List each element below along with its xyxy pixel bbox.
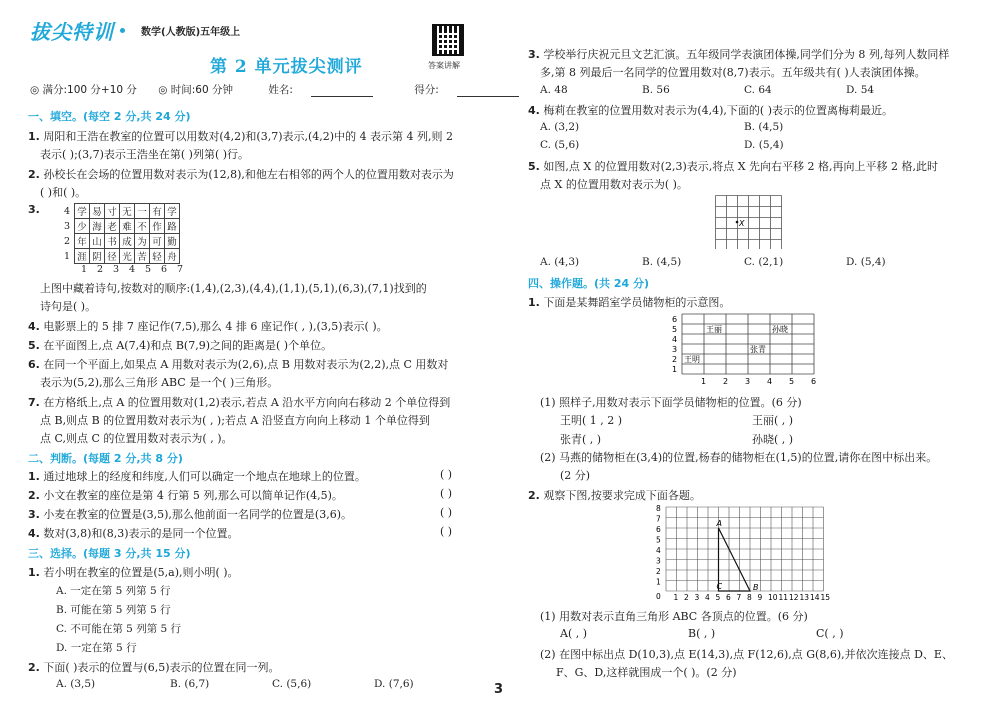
poem-cell: 阴 <box>90 249 105 264</box>
poem-row-label: 3 <box>60 219 75 234</box>
choice-1-c[interactable]: C. 不可能在第 5 列第 5 行 <box>56 623 182 635</box>
operate-2-2-line2: F、G、D,这样就围成一个( )。(2 分) <box>556 666 737 679</box>
answer-c[interactable]: C( , ) <box>816 627 844 640</box>
locker-y-label: 4 <box>672 335 678 344</box>
grid-x-label: 15 <box>820 593 831 602</box>
locker-name: 张青 <box>750 345 766 354</box>
poem-table <box>60 203 180 264</box>
grid-x-label: 12 <box>789 593 799 602</box>
answer-a[interactable]: A( , ) <box>560 627 588 640</box>
poem-cell: 学 <box>75 204 90 219</box>
grid-x-label: 9 <box>757 593 763 602</box>
poem-col-label: 4 <box>128 264 136 275</box>
operate-2: 2. 观察下图,按要求完成下面各题。 <box>528 489 701 502</box>
answer-zhangqing[interactable]: 张青( , ) <box>560 433 602 446</box>
locker-y-label: 6 <box>672 315 678 324</box>
choice-1-d[interactable]: D. 一定在第 5 行 <box>56 642 137 654</box>
locker-diagram <box>666 310 816 388</box>
score-field[interactable] <box>457 85 519 97</box>
grid-y-label: 3 <box>656 556 661 566</box>
grid-x-label: 6 <box>726 593 731 602</box>
name-label: 姓名: <box>268 84 293 96</box>
triangle-vertex-label: C <box>716 582 723 591</box>
grid-x-label: 13 <box>799 593 810 602</box>
answer-wangli[interactable]: 王丽( , ) <box>752 414 794 427</box>
triangle-vertex-label: B <box>753 583 759 592</box>
locker-x-label: 5 <box>789 377 795 386</box>
grid-x-label: 11 <box>778 593 789 602</box>
choice-5-c[interactable]: C. (2,1) <box>744 256 784 268</box>
q7-line1: 7. 在方格纸上,点 A 的位置用数对(1,2)表示,若点 A 沿水平方向向右移动 2 个单位得到 <box>28 396 451 409</box>
grid-x-label: 10 <box>768 593 778 602</box>
locker-x-label: 1 <box>701 377 707 386</box>
locker-name: 王明 <box>684 355 700 364</box>
section-judge: 二、判断。(每题 2 分,共 8 分) <box>28 452 183 465</box>
q2-line1: 2. 孙校长在会场的位置用数对表示为(12,8),和他左右相邻的两个人的位置用数对表示为 <box>28 168 454 181</box>
poem-grid <box>60 203 188 275</box>
choice-5-b[interactable]: B. (4,5) <box>642 256 682 268</box>
score-label: 得分: <box>414 84 439 96</box>
choice-4-a[interactable]: A. (3,2) <box>540 121 580 133</box>
choice-2-c[interactable]: C. (5,6) <box>272 678 312 690</box>
poem-cell: 成 <box>120 234 135 249</box>
poem-cell: 轻 <box>150 249 165 264</box>
grid-x-label: 3 <box>694 593 700 602</box>
grid-x-label: 14 <box>810 593 820 602</box>
judge-3: 3. 小麦在教室的位置是(3,5),那么他前面一名同学的位置是(3,6)。 <box>28 508 352 521</box>
poem-col-label: 3 <box>112 264 120 275</box>
poem-cell: 光 <box>120 249 135 264</box>
poem-row <box>60 234 180 249</box>
poem-cell: 寸 <box>105 204 120 219</box>
answer-wangming[interactable]: 王明( 1 , 2 ) <box>560 414 623 427</box>
poem-cell: 少 <box>75 219 90 234</box>
choice-1-b[interactable]: B. 可能在第 5 列第 5 行 <box>56 604 171 616</box>
brand-title: 拔尖特训 <box>30 20 114 44</box>
q1-line2: 表示( );(3,7)表示王浩坐在第( )列第( )行。 <box>40 148 250 161</box>
poem-cell: 山 <box>90 234 105 249</box>
meta-row <box>30 82 537 97</box>
full-marks: ◎ 满分:100 分+10 分 <box>30 84 137 96</box>
poem-cell: 可 <box>150 234 165 249</box>
poem-row-label: 2 <box>60 234 75 249</box>
choice-2-a[interactable]: A. (3,5) <box>56 678 96 690</box>
locker-name: 孙晓 <box>772 325 788 334</box>
operate-2-2-line1: (2) 在图中标出点 D(10,3),点 E(14,3),点 F(12,6),点 G(8,6),并依次连接点 D、E、 <box>540 648 953 661</box>
judge-2: 2. 小文在教室的座位是第 4 行第 5 列,那么可以简单记作(4,5)。 <box>28 489 343 502</box>
grid-y-label: 8 <box>656 504 661 513</box>
page-number: 3 <box>494 682 504 697</box>
choice-4-c[interactable]: C. (5,6) <box>540 139 580 151</box>
locker-y-label: 3 <box>672 345 678 354</box>
section-choice: 三、选择。(每题 3 分,共 15 分) <box>28 547 191 560</box>
choice-4-b[interactable]: B. (4,5) <box>744 121 784 133</box>
grid-y-label: 2 <box>656 567 661 576</box>
judge-4-answer[interactable]: ( ) <box>440 525 453 538</box>
poem-cell: 为 <box>135 234 150 249</box>
locker-x-label: 2 <box>723 377 729 386</box>
grid-y-label: 1 <box>656 577 661 587</box>
poem-cell: 舟 <box>165 249 180 264</box>
q3-line1: 上图中藏着诗句,按数对的顺序:(1,4),(2,3),(4,4),(1,1),(5,1),(6,3),(7,1)找到的 <box>40 282 427 295</box>
grid-origin-label: 0 <box>656 592 661 601</box>
poem-cell: 海 <box>90 219 105 234</box>
poem-cell: 径 <box>105 249 120 264</box>
point-x-label: X <box>739 219 745 228</box>
choice-5-d[interactable]: D. (5,4) <box>846 256 886 268</box>
poem-cell: 路 <box>165 219 180 234</box>
poem-cell: 不 <box>135 219 150 234</box>
operate-1-1: (1) 照样子,用数对表示下面学员储物柜的位置。(6 分) <box>540 396 802 409</box>
locker-x-label: 6 <box>811 377 816 386</box>
locker-y-label: 2 <box>672 355 678 364</box>
q3-line2: 诗句是( )。 <box>40 300 97 313</box>
choice-2: 2. 下面( )表示的位置与(6,5)表示的位置在同一列。 <box>28 661 280 674</box>
poem-row-label: 4 <box>60 204 75 219</box>
q6-line1: 6. 在同一个平面上,如果点 A 用数对表示为(2,6),点 B 用数对表示为(2,2),点 C 用数对 <box>28 358 449 371</box>
grid-x-label: 4 <box>705 593 710 602</box>
judge-1: 1. 通过地球上的经度和纬度,人们可以确定一个地点在地球上的位置。 <box>28 470 366 483</box>
qr-code-icon[interactable] <box>432 24 464 56</box>
locker-x-label: 4 <box>767 377 773 386</box>
locker-x-label: 3 <box>745 377 751 386</box>
qr-label: 答案讲解 <box>428 61 460 70</box>
grid-x-label: 2 <box>684 593 689 602</box>
judge-2-answer[interactable]: ( ) <box>440 487 453 500</box>
answer-b[interactable]: B( , ) <box>688 627 716 640</box>
q6-line2: 表示为(5,2),那么三角形 ABC 是一个( )三角形。 <box>40 376 279 389</box>
choice-1-a[interactable]: A. 一定在第 5 列第 5 行 <box>56 585 171 597</box>
choice-5-a[interactable]: A. (4,3) <box>540 256 580 268</box>
choice-4: 4. 梅莉在教室的位置用数对表示为(4,4),下面的( )表示的位置离梅莉最近。 <box>528 104 893 117</box>
poem-col-label: 1 <box>80 264 88 275</box>
poem-cell: 学 <box>165 204 180 219</box>
poem-cell: 难 <box>120 219 135 234</box>
grid-x-label: 7 <box>736 593 742 602</box>
choice-3-line2: 多,第 8 列最后一名同学的位置用数对(8,7)表示。五年级共有( )人表演团体操。 <box>540 66 926 79</box>
section-operate: 四、操作题。(共 24 分) <box>528 277 650 290</box>
poem-cell: 易 <box>90 204 105 219</box>
grid-y-label: 7 <box>656 514 661 524</box>
triangle-vertex-label: A <box>716 519 722 528</box>
poem-cell: 老 <box>105 219 120 234</box>
grid-y-label: 5 <box>656 535 661 545</box>
poem-cell: 年 <box>75 234 90 249</box>
poem-cell: 无 <box>120 204 135 219</box>
poem-cell: 有 <box>150 204 165 219</box>
poem-row <box>60 249 180 264</box>
poem-cell: 勤 <box>165 234 180 249</box>
operate-1-2-line1: (2) 马燕的储物柜在(3,4)的位置,杨春的储物柜在(1,5)的位置,请你在图中标出来。 <box>540 451 938 464</box>
poem-row <box>60 204 180 219</box>
q1-line1: 1. 周阳和王浩在教室的位置可以用数对(4,2)和(3,7)表示,(4,2)中的 4 表示第 4 列,则 2 <box>28 130 454 143</box>
poem-row-label: 1 <box>60 249 75 264</box>
poem-col-label: 6 <box>160 264 168 275</box>
choice-5-line1: 5. 如图,点 X 的位置用数对(2,3)表示,将点 X 先向右平移 2 格,再向上平移 2 格,此时 <box>528 160 939 173</box>
q4: 4. 电影票上的 5 排 7 座记作(7,5),那么 4 排 6 座记作( , ),(3,5)表示( )。 <box>28 320 388 333</box>
brand-dot <box>120 28 125 33</box>
grid-x-label: 1 <box>673 593 679 602</box>
choice-1: 1. 若小明在教室的位置是(5,a),则小明( )。 <box>28 566 239 579</box>
choice-3-b[interactable]: B. 56 <box>642 84 670 96</box>
poem-col-label: 5 <box>144 264 152 275</box>
judge-4: 4. 数对(3,8)和(8,3)表示的是同一个位置。 <box>28 527 239 540</box>
grid-x-label: 5 <box>715 593 721 602</box>
grid-x-label: 8 <box>747 593 752 602</box>
poem-col-label: 2 <box>96 264 104 275</box>
triangle-grid-diagram <box>650 503 832 603</box>
small-grid-diagram <box>715 195 783 249</box>
poem-col-label: 7 <box>176 264 184 275</box>
point-x <box>736 221 739 224</box>
choice-3-d[interactable]: D. 54 <box>846 84 875 96</box>
q5: 5. 在平面图上,点 A(7,4)和点 B(7,9)之间的距离是( )个单位。 <box>28 339 333 352</box>
time-limit: ◎ 时间:60 分钟 <box>158 84 234 96</box>
grid-y-label: 4 <box>656 546 661 555</box>
q2-line2: ( )和( )。 <box>40 186 87 199</box>
judge-3-answer[interactable]: ( ) <box>440 506 453 519</box>
subject-label: 数学(人教版)五年级上 <box>141 27 241 38</box>
grid-y-label: 6 <box>656 525 661 534</box>
choice-2-b[interactable]: B. (6,7) <box>170 678 210 690</box>
choice-3-line1: 3. 学校举行庆祝元旦文艺汇演。五年级同学表演团体操,同学们分为 8 列,每列人数同样 <box>528 48 950 61</box>
q3-number: 3. <box>28 203 40 216</box>
page-title: 第 2 单元拔尖测评 <box>210 57 363 77</box>
choice-4-d[interactable]: D. (5,4) <box>744 139 784 151</box>
poem-row <box>60 219 180 234</box>
q7-line3: 点 C,则点 C 的位置用数对表示为( , )。 <box>40 432 233 445</box>
poem-cell: 涯 <box>75 249 90 264</box>
brand-logo <box>30 16 240 45</box>
choice-2-d[interactable]: D. (7,6) <box>374 678 414 690</box>
section-fill: 一、填空。(每空 2 分,共 24 分) <box>28 110 191 123</box>
poem-cell: 苦 <box>135 249 150 264</box>
operate-1-2-line2: (2 分) <box>560 469 591 482</box>
poem-col-labels <box>76 264 188 275</box>
poem-cell: 一 <box>135 204 150 219</box>
poem-cell: 作 <box>150 219 165 234</box>
choice-3-c[interactable]: C. 64 <box>744 84 772 96</box>
q7-line2: 点 B,则点 B 的位置用数对表示为( , );若点 A 沿竖直方向向上移动 1 个单位得到 <box>40 414 430 427</box>
choice-5-line2: 点 X 的位置用数对表示为( )。 <box>540 178 688 191</box>
poem-cell: 书 <box>105 234 120 249</box>
answer-sunxiao[interactable]: 孙晓( , ) <box>752 433 794 446</box>
name-field[interactable] <box>311 85 373 97</box>
operate-2-1: (1) 用数对表示直角三角形 ABC 各顶点的位置。(6 分) <box>540 610 808 623</box>
operate-1: 1. 下面是某舞蹈室学员储物柜的示意图。 <box>528 296 731 309</box>
choice-3-a[interactable]: A. 48 <box>540 84 568 96</box>
locker-y-label: 1 <box>672 365 678 374</box>
judge-1-answer[interactable]: ( ) <box>440 468 453 481</box>
locker-y-label: 5 <box>672 325 678 334</box>
locker-name: 王丽 <box>706 325 722 334</box>
